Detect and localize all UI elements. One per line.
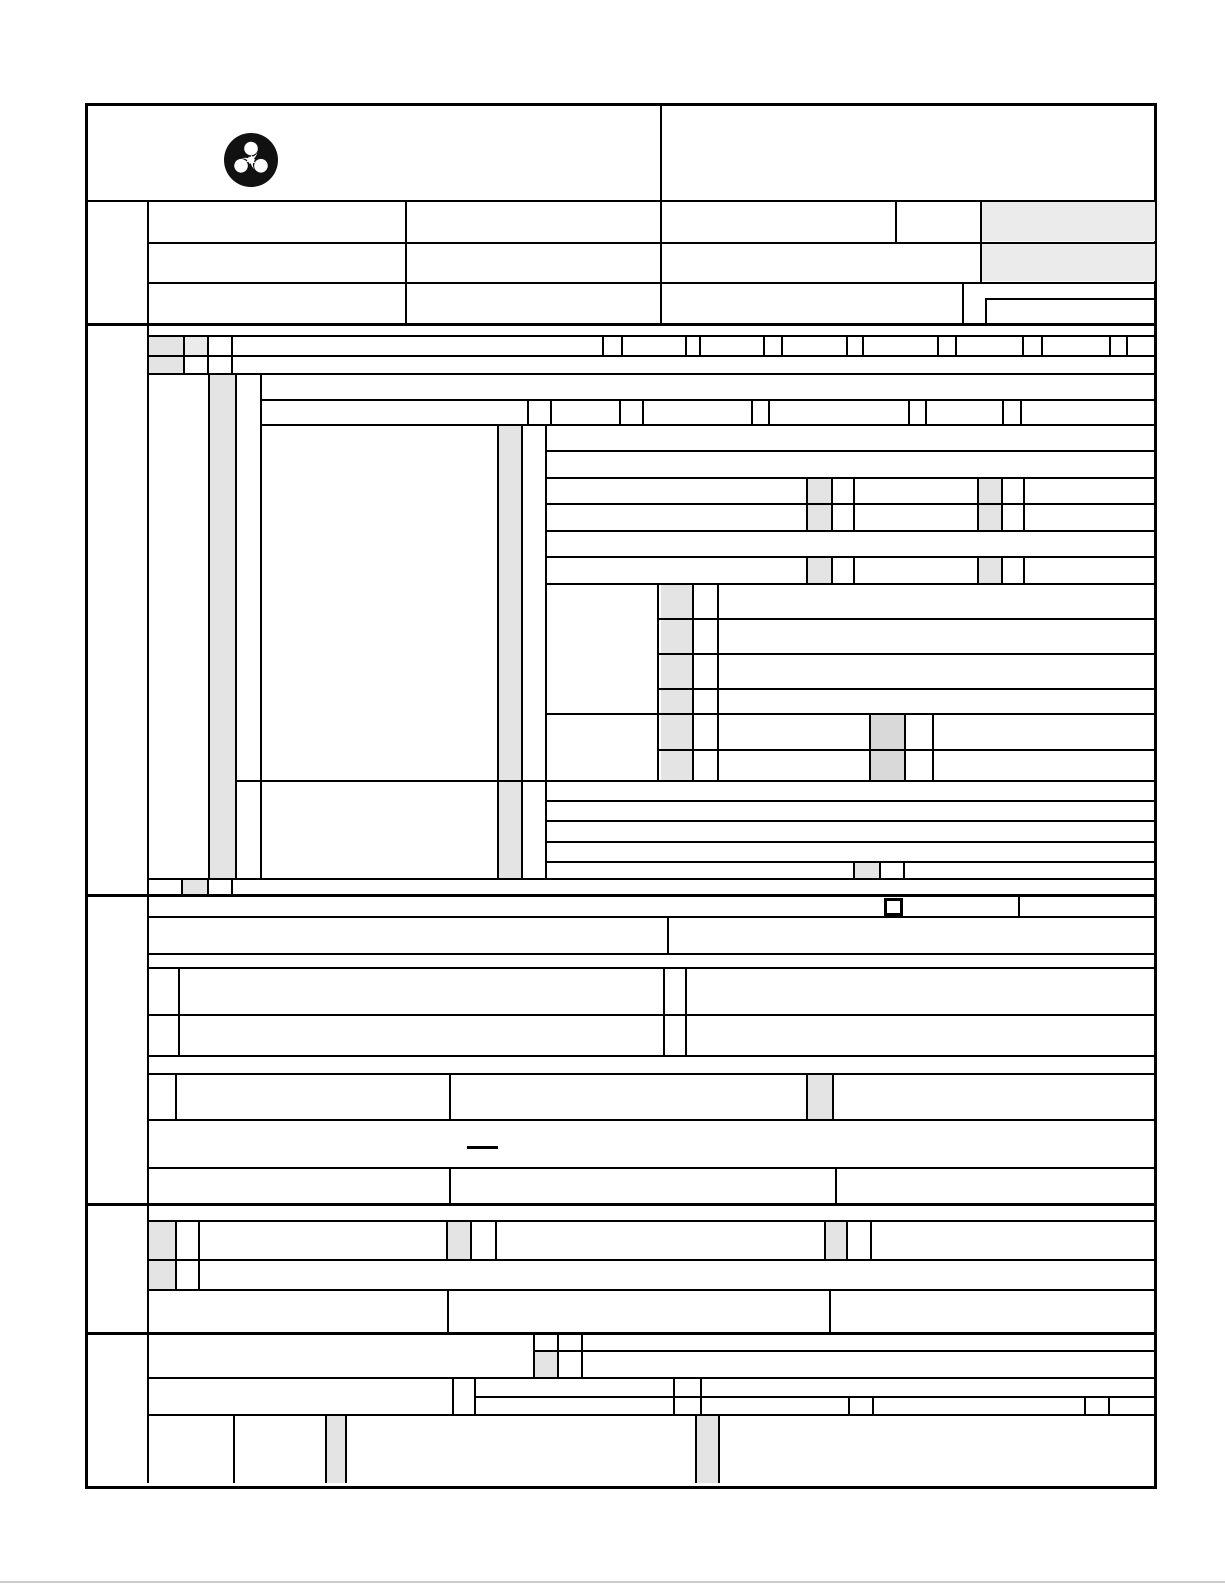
grid-line-vertical <box>446 1220 448 1259</box>
grid-line-vertical <box>879 861 881 878</box>
grid-line-horizontal <box>147 242 1157 244</box>
grid-line-vertical <box>870 1220 872 1259</box>
grid-line-vertical <box>908 399 910 424</box>
grid-line-vertical <box>183 335 185 373</box>
grid-line-vertical <box>977 556 979 583</box>
grid-line-horizontal <box>545 861 1157 863</box>
grid-line-vertical <box>231 335 233 373</box>
grid-line-vertical <box>557 1332 559 1377</box>
grid-line-vertical <box>903 861 905 878</box>
grid-line-horizontal <box>545 556 1157 558</box>
shaded-field-cell <box>148 1260 175 1289</box>
grid-line-vertical <box>853 861 855 878</box>
grid-line-vertical <box>962 282 964 323</box>
grid-line-vertical <box>660 103 662 200</box>
grid-line-horizontal <box>545 713 1157 715</box>
grid-line-vertical <box>521 424 523 878</box>
grid-line-horizontal <box>85 1332 1157 1335</box>
grid-line-vertical <box>1001 556 1003 583</box>
grid-line-horizontal <box>545 503 1157 505</box>
grid-line-horizontal <box>147 916 1157 918</box>
grid-line-horizontal <box>545 841 1157 843</box>
grid-line-vertical <box>1020 399 1022 424</box>
grid-line-vertical <box>198 1220 200 1259</box>
grid-line-vertical <box>147 200 149 323</box>
grid-line-vertical <box>233 1414 235 1483</box>
grid-line-horizontal <box>147 1414 1157 1416</box>
grid-line-vertical <box>667 916 669 953</box>
shaded-field-cell <box>182 879 207 894</box>
grid-line-horizontal <box>474 1396 1157 1398</box>
shaded-field-cell <box>870 750 904 780</box>
shaded-field-cell <box>978 478 1001 503</box>
grid-line-vertical <box>497 424 499 878</box>
underline-mark <box>467 1146 498 1149</box>
grid-line-horizontal <box>545 583 1157 585</box>
grid-line-vertical <box>175 1259 177 1289</box>
grid-line-vertical <box>699 335 701 355</box>
grid-line-horizontal <box>147 1073 1157 1075</box>
grid-line-vertical <box>685 335 687 355</box>
shaded-field-cell <box>807 478 831 503</box>
grid-line-horizontal <box>545 820 1157 822</box>
form-outer-border <box>85 103 1157 1489</box>
grid-line-vertical <box>1041 335 1043 355</box>
shaded-field-cell <box>326 1415 345 1483</box>
grid-line-vertical <box>848 1396 850 1414</box>
grid-line-vertical <box>207 335 209 373</box>
grid-line-vertical <box>175 1073 177 1119</box>
grid-line-vertical <box>449 1167 451 1203</box>
grid-line-vertical <box>207 878 209 894</box>
grid-line-vertical <box>147 323 149 894</box>
grid-line-horizontal <box>147 1377 1157 1379</box>
grid-line-vertical <box>581 1332 583 1377</box>
grid-line-vertical <box>325 1414 327 1483</box>
grid-line-vertical <box>872 1396 874 1414</box>
grid-line-vertical <box>853 556 855 583</box>
section-e-label-cell <box>88 1332 147 1483</box>
grid-line-vertical <box>904 713 906 780</box>
grid-line-vertical <box>178 967 180 1055</box>
grid-line-horizontal <box>260 399 1157 401</box>
grid-line-vertical <box>663 967 665 1055</box>
grid-line-vertical <box>527 399 529 424</box>
grid-line-horizontal <box>260 424 1157 426</box>
grid-line-vertical <box>147 894 149 1203</box>
grid-line-vertical <box>147 1332 149 1483</box>
grid-line-horizontal <box>147 355 1157 357</box>
shaded-field-cell <box>149 356 183 373</box>
shaded-field-cell <box>534 1351 557 1377</box>
grid-line-vertical <box>533 1332 535 1377</box>
grid-line-vertical <box>1109 335 1111 355</box>
grid-line-vertical <box>619 399 621 424</box>
grid-line-horizontal <box>235 780 1157 782</box>
grid-line-horizontal <box>147 1014 1157 1016</box>
shaded-field-cell <box>854 862 879 878</box>
grid-line-vertical <box>147 1203 149 1332</box>
grid-line-vertical <box>763 335 765 355</box>
grid-line-vertical <box>1126 335 1128 355</box>
grid-line-horizontal <box>657 749 1157 751</box>
grid-line-horizontal <box>85 323 1157 326</box>
shaded-field-cell <box>981 244 1155 281</box>
grid-line-vertical <box>1108 1396 1110 1414</box>
grid-line-vertical <box>932 713 934 780</box>
grid-line-vertical <box>175 1220 177 1259</box>
shaded-field-cell <box>447 1221 470 1259</box>
shaded-field-cell <box>870 714 904 749</box>
shaded-field-cell <box>978 504 1001 530</box>
shaded-field-cell <box>148 1221 175 1259</box>
grid-line-vertical <box>345 1414 347 1483</box>
grid-line-vertical <box>545 424 547 878</box>
grid-line-horizontal <box>147 1167 1157 1169</box>
grid-line-horizontal <box>657 653 1157 655</box>
grid-line-vertical <box>1084 1396 1086 1414</box>
grid-line-vertical <box>806 1073 808 1119</box>
grid-line-vertical <box>862 335 864 355</box>
checkbox-field[interactable] <box>884 898 903 916</box>
grid-line-vertical <box>829 1289 831 1332</box>
grid-line-vertical <box>235 373 237 878</box>
grid-line-vertical <box>621 335 623 355</box>
shaded-field-cell <box>209 374 235 878</box>
page-edge-line <box>0 1581 1225 1583</box>
grid-line-vertical <box>660 200 662 323</box>
grid-line-vertical <box>980 200 982 282</box>
grid-line-horizontal <box>545 477 1157 479</box>
grid-line-vertical <box>955 335 957 355</box>
grid-line-vertical <box>1002 399 1004 424</box>
shaded-field-cell <box>498 425 521 878</box>
grid-line-vertical <box>1022 335 1024 355</box>
grid-line-vertical <box>869 713 871 780</box>
grid-line-vertical <box>835 1167 837 1203</box>
grid-line-vertical <box>781 335 783 355</box>
grid-line-horizontal <box>85 1203 1157 1206</box>
grid-line-horizontal <box>147 282 1157 284</box>
grid-line-vertical <box>806 556 808 583</box>
grid-line-horizontal <box>657 688 1157 690</box>
grid-line-horizontal <box>85 200 1157 202</box>
grid-line-vertical <box>449 1073 451 1119</box>
grid-line-horizontal <box>545 800 1157 802</box>
grid-line-horizontal <box>147 1259 1157 1261</box>
grid-line-vertical <box>831 556 833 583</box>
shaded-field-cell <box>978 557 1001 583</box>
grid-line-horizontal <box>533 1350 1157 1352</box>
grid-line-vertical <box>846 1220 848 1259</box>
grid-line-vertical <box>642 399 644 424</box>
shaded-field-cell <box>807 557 831 583</box>
grid-line-vertical <box>550 399 552 424</box>
grid-line-vertical <box>447 1289 449 1332</box>
grid-line-vertical <box>1018 894 1020 916</box>
shaded-field-cell <box>981 202 1155 241</box>
grid-line-vertical <box>985 298 987 323</box>
shaded-field-cell <box>807 504 831 530</box>
section-d-label-cell <box>88 1203 147 1332</box>
grid-line-horizontal <box>545 450 1157 452</box>
grid-line-vertical <box>937 335 939 355</box>
grid-line-vertical <box>495 1220 497 1259</box>
grid-line-horizontal <box>147 953 1157 955</box>
header-left-cell <box>88 106 658 198</box>
grid-line-horizontal <box>147 335 1157 337</box>
grid-line-vertical <box>208 373 210 878</box>
grid-line-horizontal <box>85 894 1157 897</box>
shaded-field-cell <box>807 1074 832 1119</box>
grid-line-horizontal <box>147 878 1157 880</box>
grid-line-vertical <box>198 1259 200 1289</box>
grid-line-vertical <box>895 200 897 242</box>
grid-line-horizontal <box>147 1289 1157 1291</box>
grid-line-vertical <box>231 878 233 894</box>
grid-line-vertical <box>832 1073 834 1119</box>
grid-line-vertical <box>846 335 848 355</box>
grid-line-vertical <box>768 399 770 424</box>
grid-line-horizontal <box>657 618 1157 620</box>
grid-line-vertical <box>602 335 604 355</box>
grid-line-vertical <box>925 399 927 424</box>
grid-line-horizontal <box>147 1119 1157 1121</box>
grid-line-vertical <box>824 1220 826 1259</box>
header-right-cell <box>662 106 1148 198</box>
grid-line-horizontal <box>545 530 1157 532</box>
grid-line-horizontal <box>147 373 1157 375</box>
grid-line-vertical <box>405 200 407 323</box>
shaded-field-cell <box>184 336 207 355</box>
grid-line-vertical <box>1023 556 1025 583</box>
section-c-label-cell <box>88 894 147 1203</box>
grid-line-vertical <box>452 1377 454 1414</box>
grid-line-vertical <box>260 373 262 878</box>
grid-line-vertical <box>695 1414 697 1483</box>
grid-line-vertical <box>470 1220 472 1259</box>
us-dot-triskelion-icon <box>223 132 279 188</box>
grid-line-horizontal <box>147 1055 1157 1057</box>
grid-line-horizontal <box>985 298 1157 300</box>
grid-line-horizontal <box>147 1220 1157 1222</box>
grid-line-vertical <box>181 878 183 894</box>
section-a-label-cell <box>88 200 147 323</box>
shaded-field-cell <box>696 1415 718 1483</box>
shaded-field-cell <box>149 336 183 355</box>
grid-line-vertical <box>718 1414 720 1483</box>
section-b-label-cell <box>88 323 147 894</box>
grid-line-vertical <box>751 399 753 424</box>
shaded-field-cell <box>825 1221 846 1259</box>
grid-line-vertical <box>685 967 687 1055</box>
grid-line-horizontal <box>147 967 1157 969</box>
